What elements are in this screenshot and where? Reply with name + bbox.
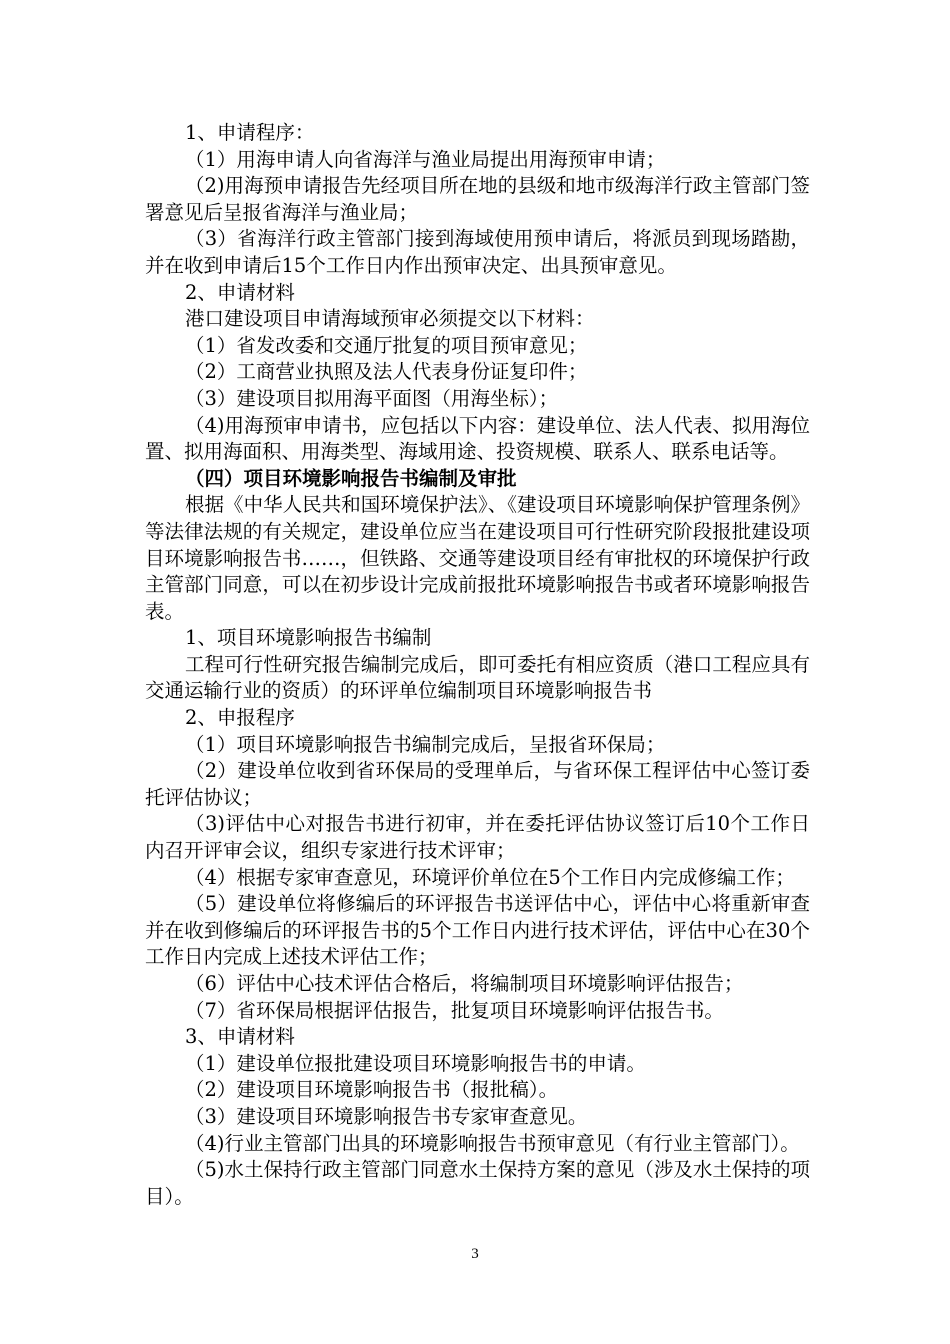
paragraph: （2）工商营业执照及法人代表身份证复印件；: [185, 360, 588, 384]
paragraph: 2、申请材料: [185, 280, 295, 304]
paragraph: （1）项目环境影响报告书编制完成后，呈报省环保局；: [185, 732, 666, 756]
paragraph: （2）建设项目环境影响报告书（报批稿）。: [185, 1078, 559, 1102]
page-number: 3: [471, 1246, 479, 1262]
paragraph: （3）建设项目拟用海平面图（用海坐标）；: [185, 386, 559, 410]
paragraph: 根据《中华人民共和国环境保护法》、《建设项目环境影响保护管理条例》等法律法规的有关规定，建设单位应当在建设项目可行性研究阶段报批建设项目环境影响报告书……，但铁路、交通等建设项目经有审批权的环境保护行政主管部门同意，可以在初步设计完成前报批环境影响报告书或者环境影响报告表。: [145, 493, 810, 623]
paragraph: （3）建设项目环境影响报告书专家审查意见。: [185, 1104, 588, 1128]
paragraph: 2、申报程序: [185, 706, 295, 730]
paragraph: （5)水土保持行政主管部门同意水土保持方案的意见（涉及水土保持的项目）。: [145, 1158, 810, 1208]
paragraph: （4）根据专家审查意见，环境评价单位在5个工作日内完成修编工作；: [185, 865, 795, 889]
paragraph: （4)行业主管部门出具的环境影响报告书预审意见（有行业主管部门）。: [185, 1131, 800, 1155]
paragraph: （2）建设单位收到省环保局的受理单后，与省环保工程评估中心签订委托评估协议；: [145, 759, 810, 809]
document-body: [145, 120, 810, 1210]
paragraph: 港口建设项目申请海域预审必须提交以下材料：: [185, 307, 595, 331]
paragraph: 1、申请程序：: [185, 121, 315, 144]
paragraph: （1）用海申请人向省海洋与渔业局提出用海预审申请；: [185, 147, 666, 171]
paragraph: （1）建设单位报批建设项目环境影响报告书的申请。: [185, 1051, 646, 1075]
paragraph: （3)评估中心对报告书进行初审，并在委托评估协议签订后10个工作日内召开评审会议，组织专家进行技术评审；: [145, 812, 810, 863]
paragraph: （5）建设单位将修编后的环评报告书送评估中心，评估中心将重新审查并在收到修编后的环评报告书的5个工作日内进行技术评估，评估中心在30个工作日内完成上述技术评估工作；: [145, 892, 810, 969]
paragraph: （2)用海预申请报告先经项目所在地的县级和地市级海洋行政主管部门签署意见后呈报省海洋与渔业局；: [145, 174, 810, 224]
paragraph: 3、申请材料: [185, 1025, 295, 1049]
paragraph: （3）省海洋行政主管部门接到海域使用预申请后，将派员到现场踏勘，并在收到申请后15个工作日内作出预审决定、出具预审意见。: [145, 227, 810, 277]
paragraph: （7）省环保局根据评估报告，批复项目环境影响评估报告书。: [185, 998, 724, 1022]
paragraph: 工程可行性研究报告编制完成后，即可委托有相应资质（港口工程应具有交通运输行业的资质）的环评单位编制项目环境影响报告书: [145, 652, 810, 703]
paragraph: （6）评估中心技术评估合格后，将编制项目环境影响评估报告；: [185, 972, 744, 995]
paragraph: （1）省发改委和交通厅批复的项目预审意见；: [185, 333, 588, 357]
paragraph: 1、项目环境影响报告书编制: [185, 626, 432, 650]
section-heading: （四）项目环境影响报告书编制及审批: [185, 466, 517, 490]
paragraph: （4)用海预审申请书，应包括以下内容：建设单位、法人代表、拟用海位置、拟用海面积、用海类型、海域用途、投资规模、联系人、联系电话等。: [145, 413, 810, 464]
